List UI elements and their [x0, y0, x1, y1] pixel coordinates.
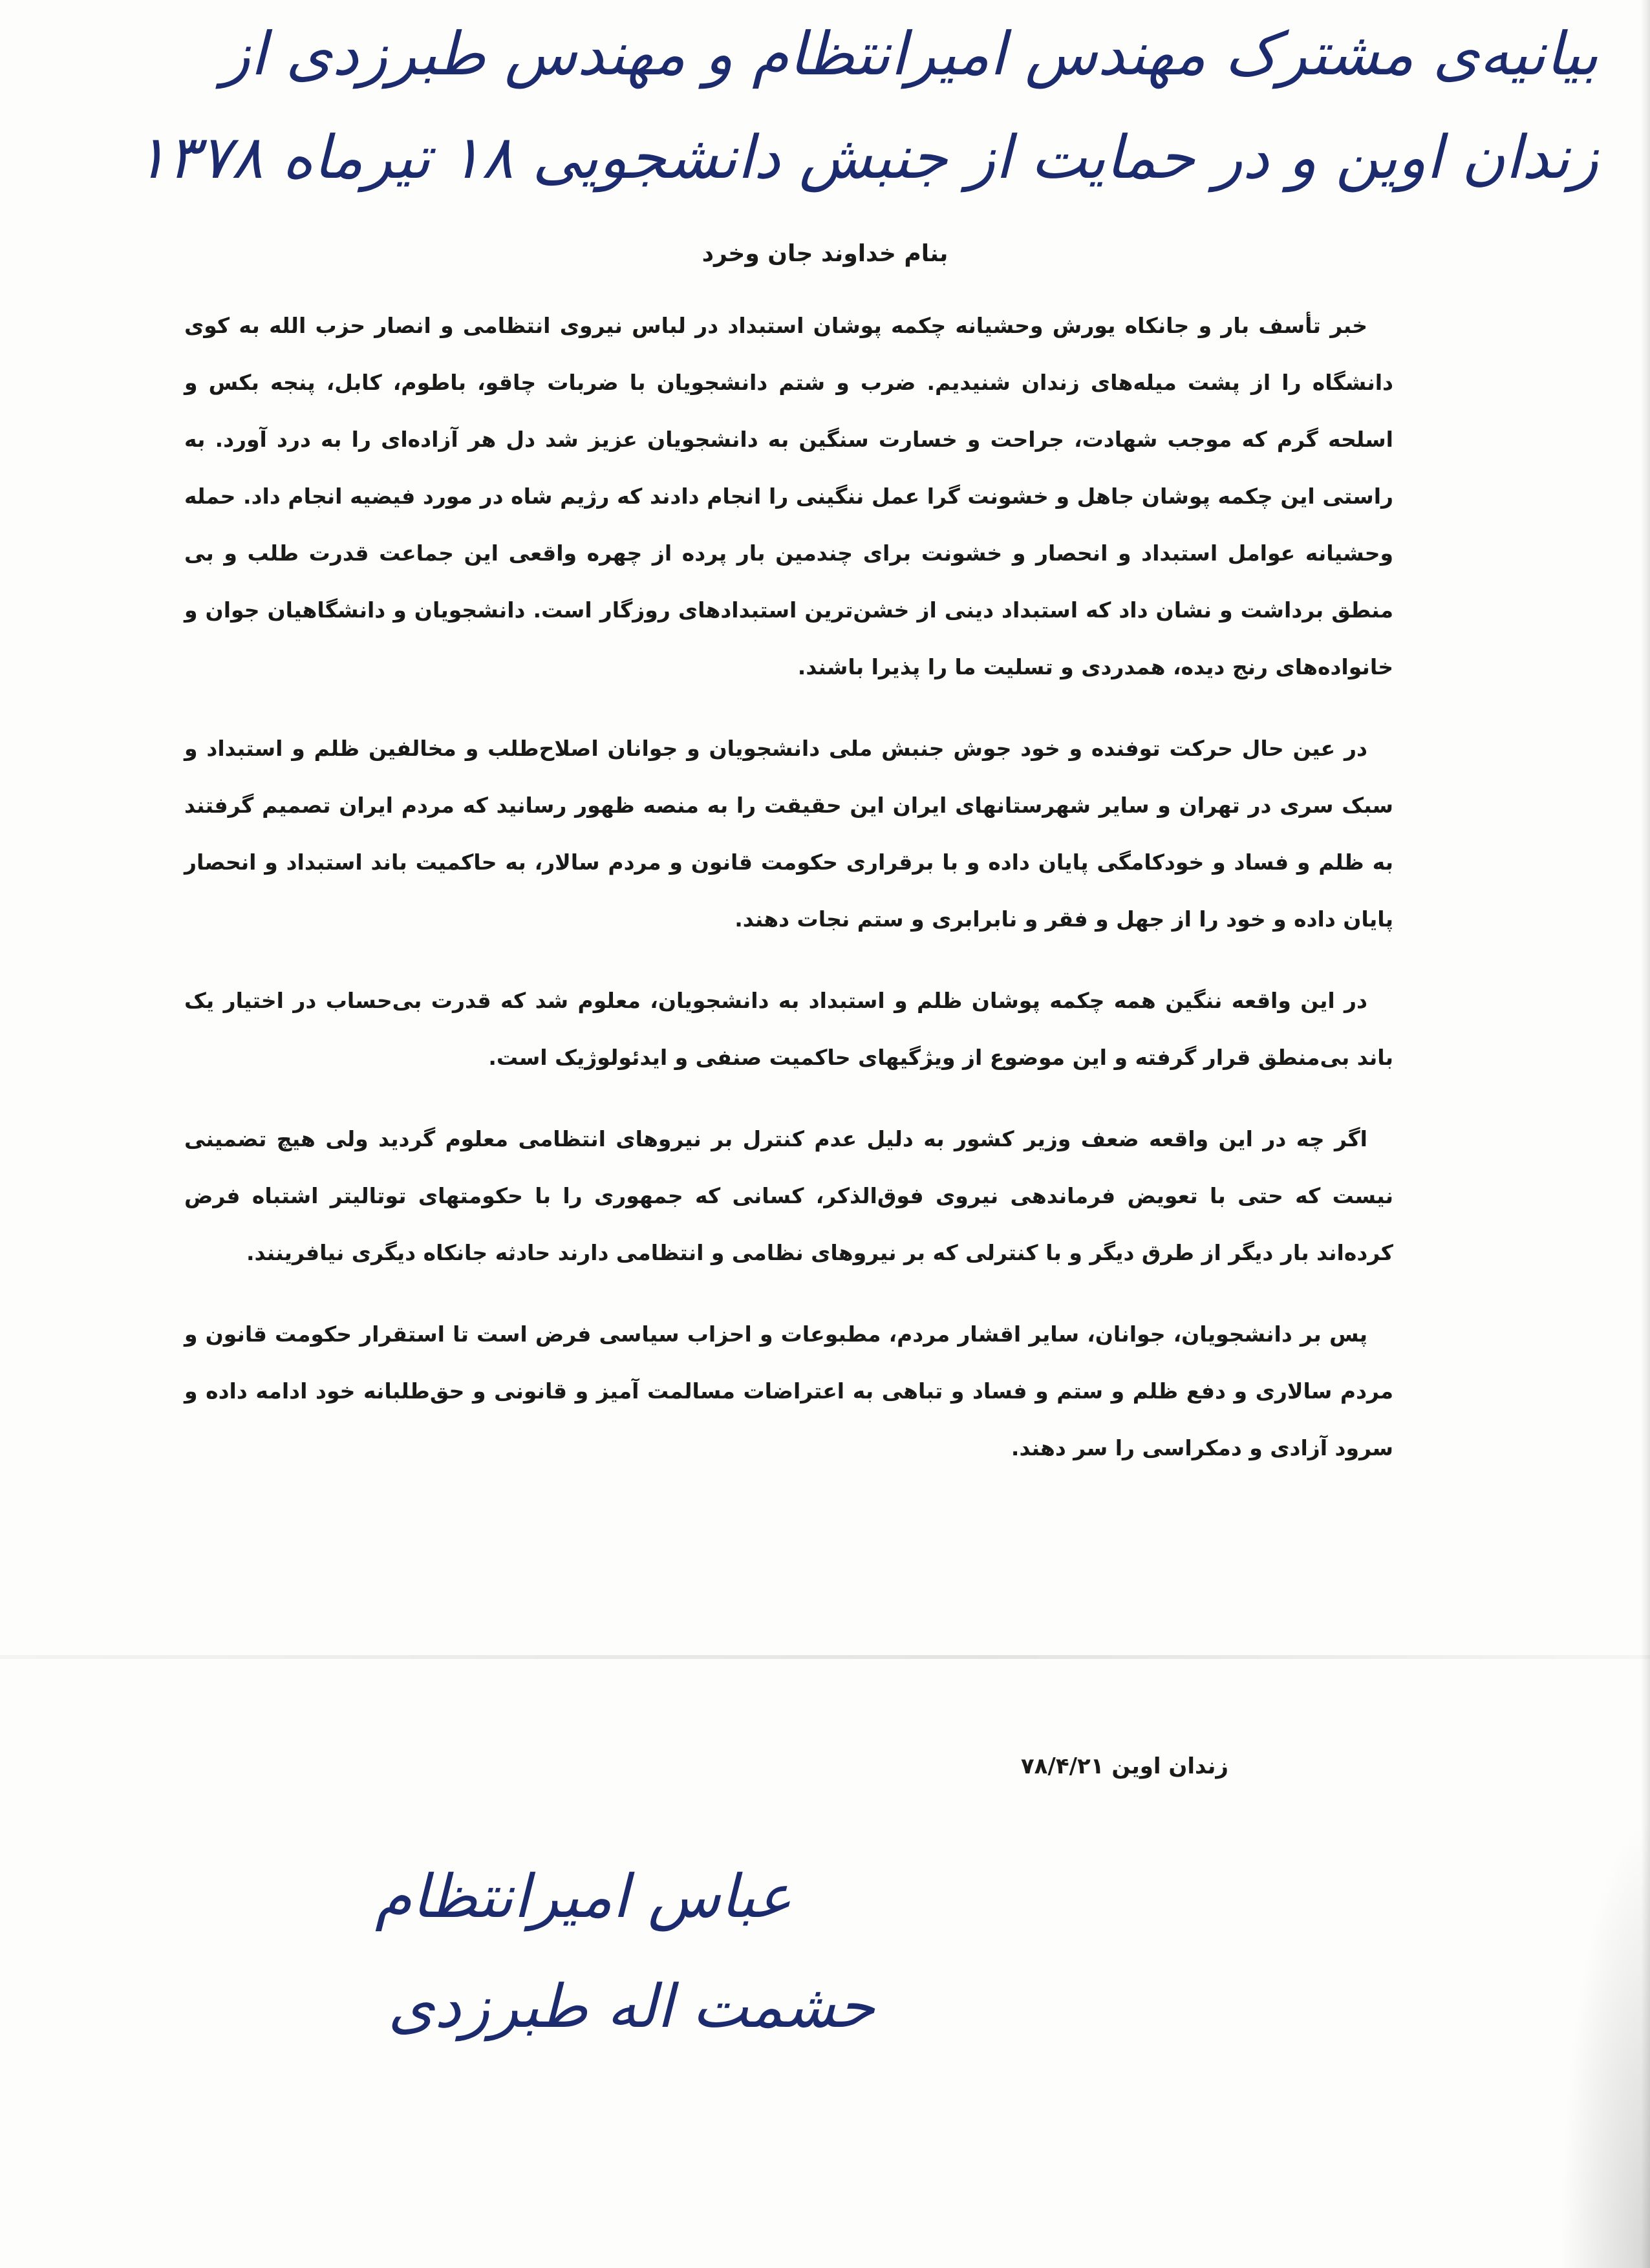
paper-fold-line — [0, 1655, 1650, 1659]
handwritten-signature-tabarzadi: حشمت اله طبرزدی — [388, 1972, 875, 2041]
paragraph: خبر تأسف بار و جانکاه یورش وحشیانه چکمه پوشان استبداد در لباس نیروی انتظامی و انصار حزب الله به کوی دانشگاه را از پشت میله‌های زندان شنیدیم. ضرب و شتم دانشجویان با ضربات چاقو، باطوم، کابل، پنجه بکس و اسلحه گرم که موجب شهادت، جراحت و خسارت سنگین به دانشجویان عزیز شد دل هر آزاده‌ای را به درد آورد. به راستی این چکمه پوشان جاهل و خشونت گرا عمل ننگینی را انجام دادند که رژیم شاه در مورد فیضیه انجام داد. حمله وحشیانه عوامل استبداد و انحصار و خشونت برای چندمین بار پرده از چهره واقعی این جماعت قدرت طلب و بی منطق برداشت و نشان داد که استبداد دینی از خشن‌ترین استبدادهای روزگار است. دانشجویان و دانشگاهیان جوان و خانواده‌های رنج دیده، همدردی و تسلیت ما را پذیرا باشند. — [184, 313, 1393, 679]
handwritten-title-line-2: زندان اوین و در حمایت از جنبش دانشجویی ۱۸ تیرماه ۱۳۷۸ — [135, 123, 1598, 192]
paragraph: در این واقعه ننگین همه چکمه پوشان ظلم و استبداد به دانشجویان، معلوم شد که قدرت بی‌حساب در اختیار یک باند بی‌منطق قرار گرفته و این موضوع از ویژگیهای حاکمیت صنفی و ایدئولوژیک است. — [184, 988, 1393, 1070]
handwritten-signature-amir-entezam: عباس امیرانتظام — [375, 1862, 792, 1931]
paragraph: پس بر دانشجویان، جوانان، سایر اقشار مردم، مطبوعات و احزاب سیاسی فرض است تا استقرار حکومت قانون و مردم سالاری و دفع ظلم و ستم و فساد و تباهی به اعتراضات مسالمت آمیز و قانونی و حق‌طلبانه خود ادامه داده و سرود آزادی و دمکراسی را سر دهند. — [184, 1321, 1393, 1460]
paragraph: اگر چه در این واقعه ضعف وزیر کشور به دلیل عدم کنترل بر نیروهای انتظامی معلوم گردید ولی هیچ تضمینی نیست که حتی با تعویض فرماندهی نیروی فوق‌الذکر، کسانی که جمهوری را با حکومتهای توتالیتر اشتباه فرض کرده‌اند بار دیگر از طرق دیگر و با کنترلی که بر نیروهای نظامی و انتظامی دارند حادثه جانکاه دیگری نیافرینند. — [184, 1126, 1393, 1265]
statement-body — [184, 297, 1393, 1501]
place-and-date: زندان اوین ۷۸/۴/۲۱ — [1020, 1753, 1228, 1779]
document-heading: بنام خداوند جان وخرد — [702, 241, 948, 267]
handwritten-title-line-1: بیانیه‌ی مشترک مهندس امیرانتظام و مهندس طبرزدی از — [221, 19, 1598, 89]
paper-corner-shadow — [1559, 1815, 1650, 2268]
paragraph: در عین حال حرکت توفنده و خود جوش جنبش ملی دانشجویان و جوانان اصلاح‌طلب و مخالفین ظلم و استبداد و سبک سری در تهران و سایر شهرستانهای ایران این حقیقت را به منصه ظهور رسانید که مردم ایران تصمیم گرفتند به ظلم و فساد و خودکامگی پایان داده و با برقراری حکومت قانون و مردم سالار، به حاکمیت باند استبداد و انحصار پایان داده و خود را از جهل و فقر و نابرابری و ستم نجات دهند. — [184, 736, 1393, 932]
